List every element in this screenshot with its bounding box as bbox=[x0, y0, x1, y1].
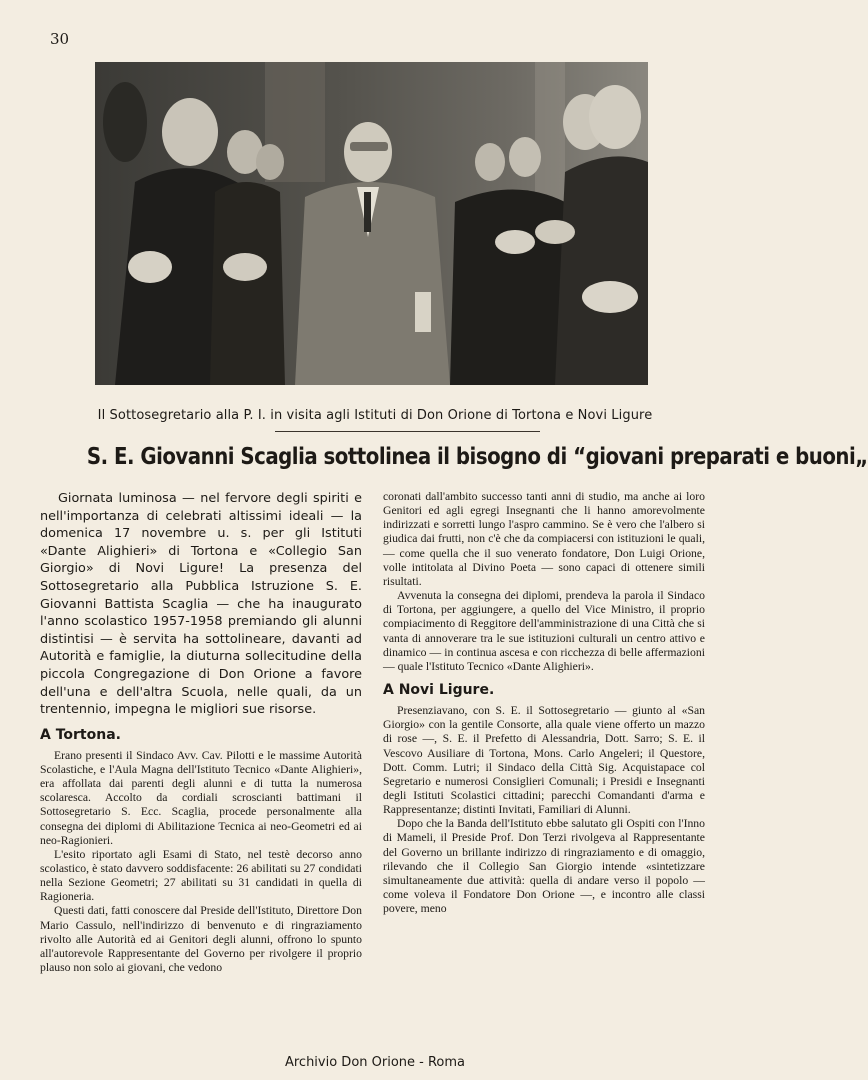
article-headline: S. E. Giovanni Scaglia sottolinea il bisogno di “giovani preparati e buoni„ bbox=[86, 444, 868, 470]
page-number: 30 bbox=[50, 30, 70, 48]
caption-divider bbox=[275, 431, 540, 432]
section-heading-novi-ligure: A Novi Ligure. bbox=[383, 682, 495, 699]
paragraph: Questi dati, fatti conoscere dal Preside dell'Istituto, Direttore Don Mario Cassulo, nell'indirizzo di benvenuto e di ringraziamento rivolto alle Autorità ed ai Genitori degli alunni, offrono lo spunto all'autorevole Rappresentante del Governo per rivolgere il proprio plauso non solo ai giovani, che vedono bbox=[40, 904, 362, 975]
lead-paragraph: Giornata luminosa — nel fervore degli spiriti e nell'importanza di celebrati altissimi ideali — la domenica 17 novembre u. s. per gli Istituti «Dante Alighieri» di Tortona e «Collegio San Giorgio» di Novi Ligure! La presenza del Sottosegretario alla Pubblica Istruzione S. E. Giovanni Battista Scaglia — che ha inaugurato l'anno scolastico 1957-1958 premiando gli alunni distintisi — è servita ha sottolineare, davanti ad Autorità e famiglie, la diuturna sollecitudine della piccola Congregazione di Don Orione a favore dell'una e dell'altra Scuola, nelle quali, da un trentennio, impegna le migliori sue risorse. bbox=[40, 491, 362, 718]
paragraph: Erano presenti il Sindaco Avv. Cav. Pilotti e le massime Autorità Scolastiche, e l'Aula Magna dell'Istituto Tecnico «Dante Alighieri», era affollata dai parenti degli alunni e di tutta la numerosa scolaresca. Accolto da cordiali scroscianti battimani il Sottosegretario S. Ecc. Scaglia, procede personalmente alla consegna dei diplomi di Abilitazione Tecnica ai neo-Geometri ed ai neo-Ragionieri. bbox=[40, 748, 362, 847]
photo-graphic bbox=[95, 62, 648, 385]
right-column bbox=[383, 490, 705, 916]
paragraph: Presenziavano, con S. E. il Sottosegretario — giunto al «San Giorgio» con la gentile Consorte, alla quale viene offerto un mazzo di rose —, S. E. il Prefetto di Alessandria, Dott. Sarro; S. E. il Vescovo Ausiliare di Tortona, Mons. Carlo Angeleri; il Questore, Dott. Comm. Lutri; il Sindaco della Città Sig. Acquistapace col Segretario e numerosi Consiglieri Comunali; i Presidi e Insegnanti degli Istituti Scolastici cittadini; parecchi Comandanti d'arma e Rappresentanze; distinti Invitati, Familiari di Alunni. bbox=[383, 704, 705, 817]
paragraph: L'esito riportato agli Esami di Stato, nel testè decorso anno scolastico, è stato davvero soddisfacente: 26 abilitati su 27 condidati nella Sezione Geometri; 27 abilitati su 31 candidati in quella di Ragioneria. bbox=[40, 847, 362, 904]
left-column bbox=[40, 490, 362, 975]
paragraph: Dopo che la Banda dell'Istituto ebbe salutato gli Ospiti con l'Inno di Mameli, il Preside Prof. Don Terzi rivolgeva al Rappresentante del Governo un brillante indirizzo di ringraziamento e di omaggio, rilevando che il Collegio San Giorgio intende «sintetizzare simultaneamente due attività: quella di andare verso il popolo — come voleva il Fondatore Don Orione —, e incontro alle classi povere, meno bbox=[383, 817, 705, 916]
section-heading-tortona: A Tortona. bbox=[40, 726, 121, 743]
paragraph: coronati dall'ambito successo tanti anni di studio, ma anche ai loro Genitori ed agli egregi Insegnanti che li hanno amorevolmente indirizzati e sorretti lungo l'aspro cammino. Se è vero che l'albero si giudica dai frutti, non c'è che da compiacersi con istituzioni le quali, — come quella che il suo venerato fondatore, Don Luigi Orione, volle intitolata al Divino Poeta — sono capaci di ottenere simili risultati. bbox=[383, 490, 705, 588]
photo-caption: Il Sottosegretario alla P. I. in visita agli Istituti di Don Orione di Tortona e Novi Ligure bbox=[97, 408, 653, 423]
paragraph: Avvenuta la consegna dei diplomi, prendeva la parola il Sindaco di Tortona, per aggiungere, a quello del Vice Ministro, il proprio compiacimento di Reggitore dell'amministrazione di una Città che si vanta di annoverare tra le sue istituzioni culturali un centro attivo e dinamico — in continua ascesa e con ricchezza di belle affermazioni — quale l'Istituto Tecnico «Dante Alighieri». bbox=[383, 589, 705, 673]
photo-undersecretary-visit bbox=[95, 62, 648, 385]
archive-footer: Archivio Don Orione - Roma bbox=[284, 1055, 466, 1070]
